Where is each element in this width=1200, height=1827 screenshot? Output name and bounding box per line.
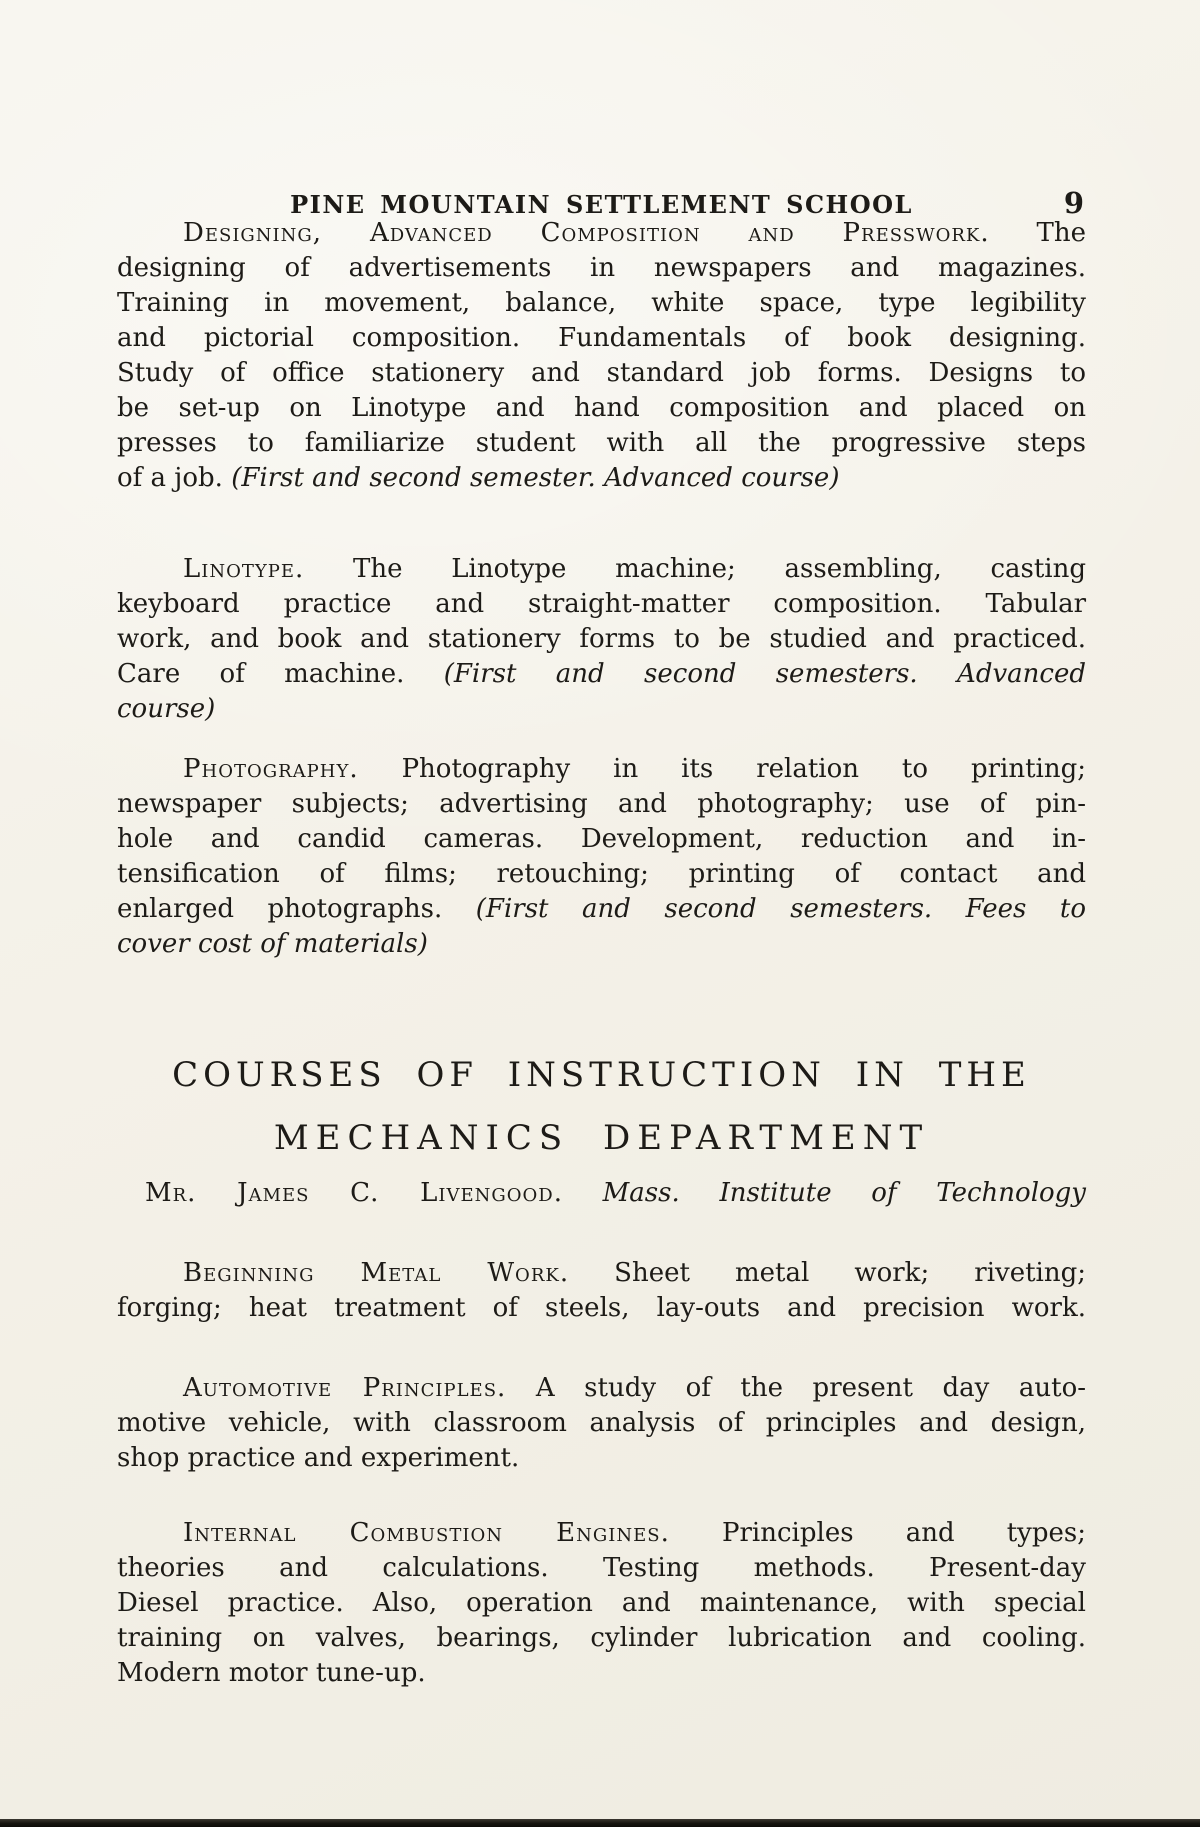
text-line: theories and calculations. Testing methods. Present-day	[117, 1553, 1086, 1583]
text-run-italic: (First and second semesters. Advanced	[443, 659, 1086, 689]
text-run: enlarged photographs.	[117, 894, 443, 924]
text-line: hole and candid cameras. Development, reduction and in-	[117, 824, 1086, 854]
paragraph-photography	[117, 752, 1086, 962]
text-line: training on valves, bearings, cylinder lubrication and cooling.	[117, 1623, 1086, 1653]
text-line	[117, 461, 1086, 496]
course-title-linotype: Linotype.	[183, 554, 305, 584]
text-line: newspaper subjects; advertising and photography; use of pin-	[117, 789, 1086, 819]
text-line: presses to familiarize student with all the progressive steps	[117, 428, 1086, 458]
course-title-metal-work: Beginning Metal Work.	[183, 1258, 570, 1288]
text-line: motive vehicle, with classroom analysis of principles and design,	[117, 1408, 1086, 1438]
text-line: Study of office stationery and standard job forms. Designs to	[117, 358, 1086, 388]
text-line: designing of advertisements in newspapers and magazines.	[117, 253, 1086, 283]
text-run: Care of machine.	[117, 659, 405, 689]
section-heading-line-2: MECHANICS DEPARTMENT	[273, 1118, 930, 1158]
paragraph-automotive-principles	[117, 1371, 1086, 1476]
instructor-line	[117, 1176, 1086, 1211]
text-run-italic: (First and second semester. Advanced course)	[231, 463, 840, 493]
text-line: cover cost of materials)	[117, 929, 428, 959]
text-line: be set-up on Linotype and hand composition and placed on	[117, 393, 1086, 423]
text-line: Diesel practice. Also, operation and maintenance, with special	[117, 1588, 1086, 1618]
text-line: tensification of films; retouching; printing of contact and	[117, 859, 1086, 889]
instructor-affiliation: Mass. Institute of Technology	[602, 1178, 1086, 1208]
text-run: Principles and types;	[722, 1518, 1086, 1548]
text-line: course)	[117, 694, 216, 724]
course-title-engines: Internal Combustion Engines.	[183, 1518, 670, 1548]
paragraph-beginning-metal-work	[117, 1256, 1086, 1326]
text-run: Photography in its relation to printing;	[401, 754, 1087, 784]
course-title-designing: Designing, Advanced Composition and Presswork.	[183, 218, 990, 248]
text-line	[117, 552, 1086, 587]
text-line: shop practice and experiment.	[117, 1443, 520, 1473]
paragraph-internal-combustion-engines	[117, 1516, 1086, 1691]
text-line	[117, 1516, 1086, 1551]
course-title-photography: Photography.	[183, 754, 359, 784]
text-line: keyboard practice and straight-matter composition. Tabular	[117, 589, 1086, 619]
text-run: The Linotype machine; assembling, casting	[353, 554, 1087, 584]
text-line: and pictorial composition. Fundamentals of book designing.	[117, 323, 1086, 353]
text-line	[117, 216, 1086, 251]
page-number: 9	[1063, 186, 1084, 220]
course-title-automotive: Automotive Principles.	[183, 1373, 507, 1403]
text-line: Modern motor tune-up.	[117, 1658, 426, 1688]
section-heading-line-1: COURSES OF INSTRUCTION IN THE	[172, 1055, 1031, 1095]
text-run-italic: (First and second semesters. Fees to	[475, 894, 1087, 924]
text-line	[117, 657, 1086, 692]
text-line	[117, 892, 1086, 927]
text-run: of a job.	[117, 463, 223, 493]
paragraph-designing	[117, 216, 1086, 496]
text-line	[117, 752, 1086, 787]
text-line	[117, 1256, 1086, 1291]
paragraph-linotype	[117, 552, 1086, 727]
text-line: Training in movement, balance, white space, type legibility	[117, 288, 1086, 318]
text-line	[117, 1371, 1086, 1406]
instructor-name: Mr. James C. Livengood.	[145, 1178, 563, 1208]
running-title: PINE MOUNTAIN SETTLEMENT SCHOOL	[290, 190, 913, 219]
text-run: Sheet metal work; riveting;	[614, 1258, 1086, 1288]
text-line: work, and book and stationery forms to be studied and practiced.	[117, 624, 1086, 654]
text-line: forging; heat treatment of steels, lay-outs and precision work.	[117, 1293, 1086, 1323]
text-run: A study of the present day auto-	[535, 1373, 1087, 1403]
text-run: The	[1036, 218, 1086, 248]
scan-edge-bar	[0, 1819, 1200, 1827]
